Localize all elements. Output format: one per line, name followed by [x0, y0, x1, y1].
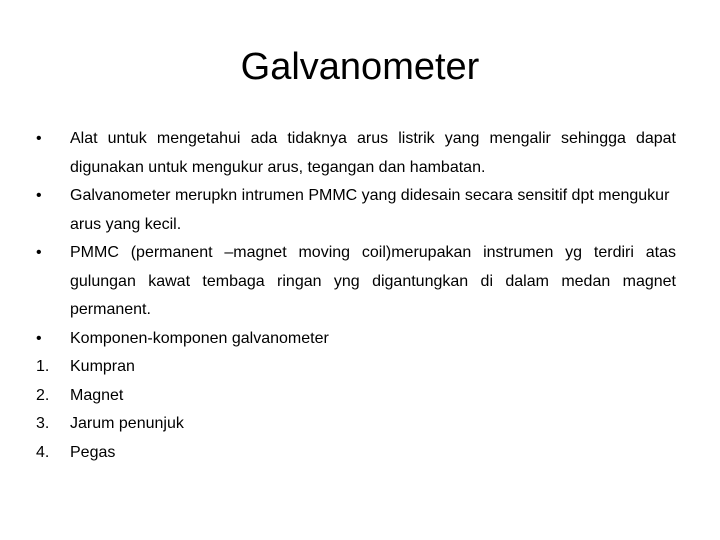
slide-body — [36, 125, 676, 467]
bullet-text: PMMC (permanent –magnet moving coil)merupakan instrumen yg terdiri atas gulungan kawat tembaga ringan yng digantungkan di dalam medan magnet permanent. — [70, 244, 676, 318]
bullet-marker: • — [36, 329, 42, 347]
numbered-text: Pegas — [70, 443, 116, 461]
bullet-text: Komponen-komponen galvanometer — [70, 329, 329, 347]
bullet-marker: • — [36, 244, 42, 261]
number-marker: 4. — [36, 443, 50, 461]
bullet-text: Galvanometer merupkn intrumen PMMC yang didesain secara sensitif dpt mengukur arus yang kecil. — [70, 187, 670, 233]
bullet-item — [36, 239, 676, 325]
bullet-marker: • — [36, 130, 42, 147]
numbered-item — [36, 382, 676, 411]
numbered-text: Magnet — [70, 386, 124, 404]
bullet-marker: • — [36, 187, 42, 204]
slide-title: Galvanometer — [240, 46, 480, 88]
bullet-item — [36, 325, 676, 354]
numbered-text: Kumpran — [70, 358, 135, 375]
numbered-item — [36, 353, 676, 382]
bullet-item — [36, 125, 676, 182]
number-marker: 1. — [36, 358, 50, 375]
number-marker: 2. — [36, 386, 50, 404]
bullet-text: Alat untuk mengetahui ada tidaknya arus listrik yang mengalir sehingga dapat digunakan untuk mengukur arus, tegangan dan hambatan. — [70, 130, 676, 176]
bullet-item — [36, 182, 676, 239]
numbered-item — [36, 410, 676, 439]
numbered-item — [36, 439, 676, 468]
number-marker: 3. — [36, 415, 50, 432]
numbered-text: Jarum penunjuk — [70, 415, 184, 432]
